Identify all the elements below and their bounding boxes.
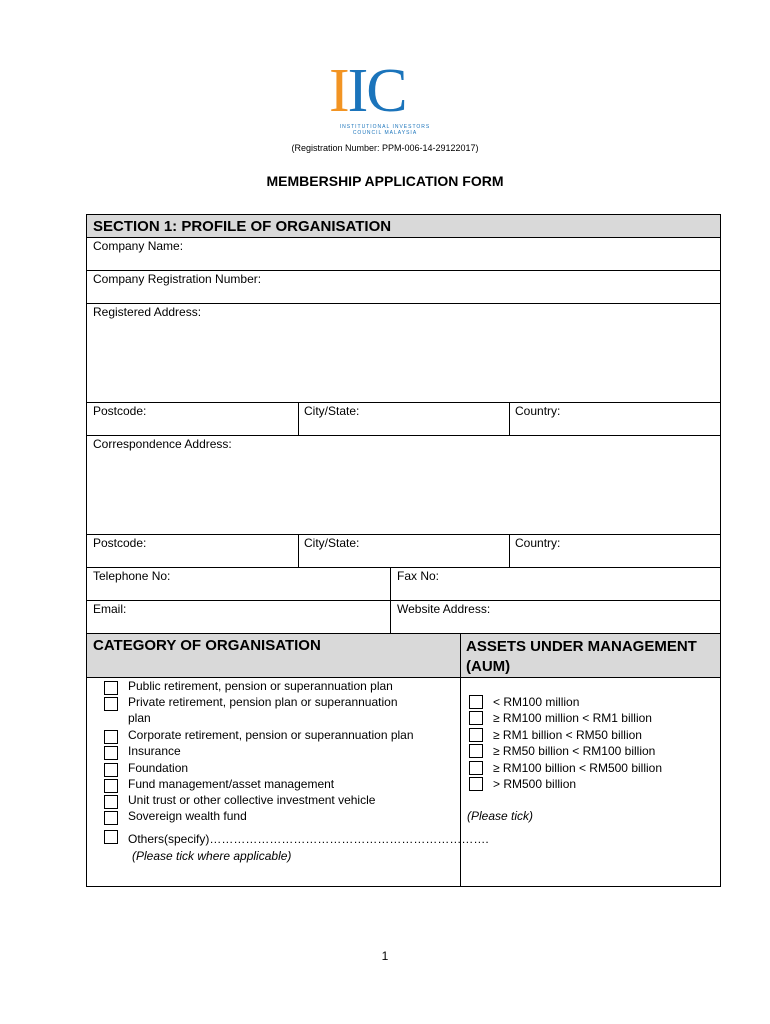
category-title: CATEGORY OF ORGANISATION: [93, 637, 321, 654]
fax-field[interactable]: Fax No:: [397, 569, 440, 583]
page-number: 1: [381, 949, 389, 963]
aum-title: [466, 637, 697, 677]
category-checkbox-fund-management[interactable]: [104, 779, 118, 793]
category-label-private-cont: plan: [128, 711, 151, 725]
category-checkbox-corporate[interactable]: [104, 730, 118, 744]
category-label-private: Private retirement, pension plan or superannuation: [128, 695, 398, 709]
aum-note: (Please tick): [467, 809, 534, 823]
category-label-public: Public retirement, pension or superannuation plan: [128, 679, 393, 693]
aum-checkbox-3[interactable]: [469, 728, 483, 742]
form-title: MEMBERSHIP APPLICATION FORM: [266, 173, 504, 189]
aum-label-1: < RM100 million: [493, 695, 580, 709]
aum-label-2: ≥ RM100 million < RM1 billion: [493, 711, 652, 725]
aum-checkbox-5[interactable]: [469, 761, 483, 775]
category-label-corporate: Corporate retirement, pension or superannuation plan: [128, 728, 414, 742]
aum-label-3: ≥ RM1 billion < RM50 billion: [493, 728, 642, 742]
country-field[interactable]: Country:: [515, 404, 561, 418]
postcode-field[interactable]: Postcode:: [93, 404, 147, 418]
correspondence-address-field[interactable]: Correspondence Address:: [93, 437, 232, 451]
correspondence-city-state-field[interactable]: City/State:: [304, 536, 360, 550]
company-name-field[interactable]: Company Name:: [93, 239, 184, 253]
category-label-foundation: Foundation: [128, 761, 189, 775]
category-note: (Please tick where applicable): [132, 849, 292, 863]
company-registration-field[interactable]: Company Registration Number:: [93, 272, 262, 286]
correspondence-country-field[interactable]: Country:: [515, 536, 561, 550]
aum-checkbox-1[interactable]: [469, 695, 483, 709]
aum-checkbox-6[interactable]: [469, 777, 483, 791]
category-checkbox-others[interactable]: [104, 830, 118, 844]
telephone-field[interactable]: Telephone No:: [93, 569, 171, 583]
aum-checkbox-4[interactable]: [469, 744, 483, 758]
category-checkbox-public[interactable]: [104, 681, 118, 695]
logo-wordmark: IIC: [329, 57, 406, 125]
category-label-others[interactable]: Others(specify)…………………………………………………………….: [128, 832, 489, 846]
aum-checkbox-2[interactable]: [469, 711, 483, 725]
aum-title-line1: ASSETS UNDER MANAGEMENT: [466, 638, 697, 655]
category-label-sovereign: Sovereign wealth fund: [128, 809, 247, 823]
aum-title-line2: (AUM): [466, 658, 511, 675]
section1-title: SECTION 1: PROFILE OF ORGANISATION: [93, 218, 392, 235]
aum-label-6: > RM500 billion: [493, 777, 577, 791]
category-checkbox-unit-trust[interactable]: [104, 795, 118, 809]
category-checkbox-insurance[interactable]: [104, 746, 118, 760]
iic-logo: [329, 57, 441, 140]
email-field[interactable]: Email:: [93, 602, 127, 616]
membership-form-table: [86, 214, 721, 887]
category-checkbox-sovereign[interactable]: [104, 811, 118, 825]
category-label-fund-management: Fund management/asset management: [128, 777, 335, 791]
category-label-unit-trust: Unit trust or other collective investment vehicle: [128, 793, 376, 807]
logo-subtitle: INSTITUTIONAL INVESTORS COUNCIL MALAYSIA: [339, 124, 431, 136]
category-checkbox-private[interactable]: [104, 697, 118, 711]
aum-label-5: ≥ RM100 billion < RM500 billion: [493, 761, 663, 775]
category-label-insurance: Insurance: [128, 744, 181, 758]
correspondence-postcode-field[interactable]: Postcode:: [93, 536, 147, 550]
website-field[interactable]: Website Address:: [397, 602, 491, 616]
aum-label-4: ≥ RM50 billion < RM100 billion: [493, 744, 656, 758]
registered-address-field[interactable]: Registered Address:: [93, 305, 202, 319]
category-checkbox-foundation[interactable]: [104, 763, 118, 777]
city-state-field[interactable]: City/State:: [304, 404, 360, 418]
registration-number: (Registration Number: PPM-006-14-29122017): [291, 143, 479, 153]
